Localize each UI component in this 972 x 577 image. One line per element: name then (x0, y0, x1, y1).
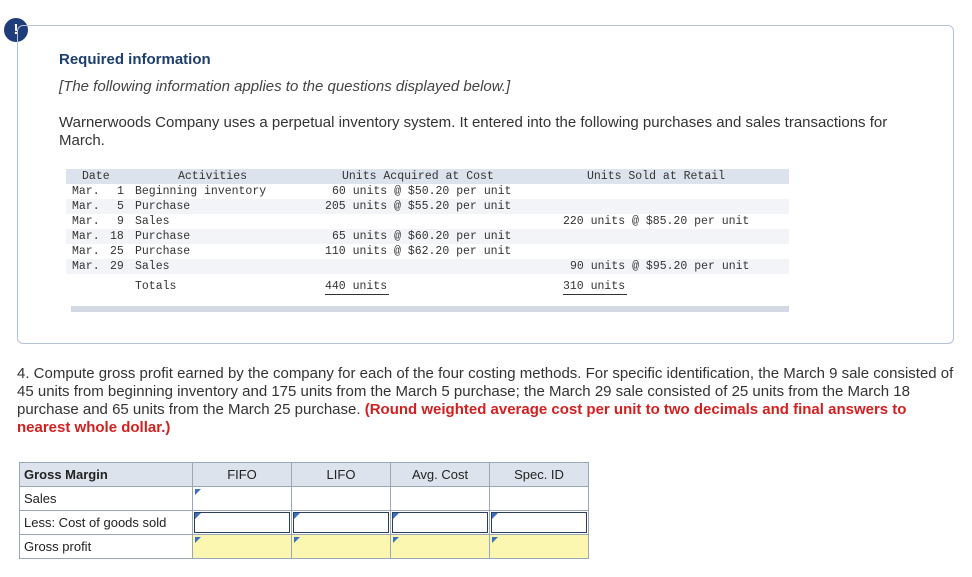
input-marker-icon (195, 537, 201, 543)
input-marker-icon (294, 537, 300, 543)
input-marker-icon (195, 513, 201, 519)
input-marker-icon (393, 513, 399, 519)
question-text: 4. Compute gross profit earned by the company for each of the four costing methods. For specific identification, the March 9 sale consisted of 45 units from beginning inventory and 175 units from the March 5 purchase; the March 29 sale consisted of 25 units from the March 18 purchase and 65 units from the March 25 purchase. (17, 365, 954, 418)
row-date-day: 25 (110, 245, 124, 258)
sales-avg-cost-input[interactable] (391, 487, 490, 511)
row-date-month: Mar. (72, 185, 100, 198)
input-marker-icon (492, 513, 498, 519)
gross-profit-spec-id-input[interactable] (490, 535, 589, 559)
totals-label: Totals (135, 280, 177, 293)
question-instruction: (Round weighted average cost per unit to two decimals and final answers to nearest whole dollar.) (17, 401, 907, 436)
method-header-spec-id: Spec. ID (490, 463, 589, 487)
required-info-body: Warnerwoods Company uses a perpetual inventory system. It entered into the following purchases and sales transactions for March. (59, 114, 888, 149)
row-label-sales: Sales (20, 487, 193, 511)
cogs-avg-cost-input[interactable] (391, 511, 490, 535)
alert-icon: ! (4, 18, 28, 42)
row-activity: Purchase (135, 200, 191, 213)
sales-fifo-input[interactable] (193, 487, 292, 511)
row-date-month: Mar. (72, 215, 100, 228)
row-units-sold: 90 units @ $95.20 per unit (570, 260, 750, 273)
input-marker-icon (294, 513, 300, 519)
input-marker-icon (393, 537, 399, 543)
row-activity: Purchase (135, 245, 191, 258)
cogs-spec-id-input[interactable] (490, 511, 589, 535)
col-header-date: Date (82, 170, 110, 183)
total-units-acquired: 440 units (325, 280, 388, 293)
input-marker-icon (195, 489, 201, 495)
gross-profit-lifo-input[interactable] (292, 535, 391, 559)
row-label-gross-profit: Gross profit (20, 535, 193, 559)
col-header-units-acquired: Units Acquired at Cost (342, 170, 494, 183)
required-info-note: [The following information applies to the questions displayed below.] (59, 78, 511, 95)
row-date-month: Mar. (72, 200, 100, 213)
row-units-sold: 220 units @ $85.20 per unit (563, 215, 750, 228)
row-date-month: Mar. (72, 260, 100, 273)
row-date-day: 5 (117, 200, 124, 213)
required-info-title: Required information (59, 51, 211, 68)
row-date-day: 9 (117, 215, 124, 228)
row-units-acquired: 65 units @ $60.20 per unit (332, 230, 512, 243)
row-units-acquired: 205 units @ $55.20 per unit (325, 200, 512, 213)
row-date-day: 29 (110, 260, 124, 273)
gross-margin-header: Gross Margin (20, 463, 193, 487)
row-activity: Purchase (135, 230, 191, 243)
gross-margin-table (19, 462, 589, 559)
row-activity: Sales (135, 215, 170, 228)
sales-spec-id-input[interactable] (490, 487, 589, 511)
row-date-month: Mar. (72, 230, 100, 243)
row-units-acquired: 60 units @ $50.20 per unit (332, 185, 512, 198)
gross-profit-avg-cost-input[interactable] (391, 535, 490, 559)
row-units-acquired: 110 units @ $62.20 per unit (325, 245, 512, 258)
gross-profit-fifo-input[interactable] (193, 535, 292, 559)
cogs-fifo-input[interactable] (193, 511, 292, 535)
sales-lifo-input[interactable] (292, 487, 391, 511)
col-header-activities: Activities (178, 170, 248, 183)
row-date-month: Mar. (72, 245, 100, 258)
table-scrollbar[interactable] (71, 306, 789, 312)
cogs-lifo-input[interactable] (292, 511, 391, 535)
total-units-sold: 310 units (563, 280, 626, 293)
row-label-cogs: Less: Cost of goods sold (20, 511, 193, 535)
row-date-day: 1 (117, 185, 124, 198)
col-header-units-sold: Units Sold at Retail (587, 170, 726, 183)
method-header-fifo: FIFO (193, 463, 292, 487)
method-header-avg-cost: Avg. Cost (391, 463, 490, 487)
input-marker-icon (492, 537, 498, 543)
row-activity: Sales (135, 260, 170, 273)
method-header-lifo: LIFO (292, 463, 391, 487)
row-activity: Beginning inventory (135, 185, 267, 198)
question-4 (17, 365, 957, 437)
row-date-day: 18 (110, 230, 124, 243)
